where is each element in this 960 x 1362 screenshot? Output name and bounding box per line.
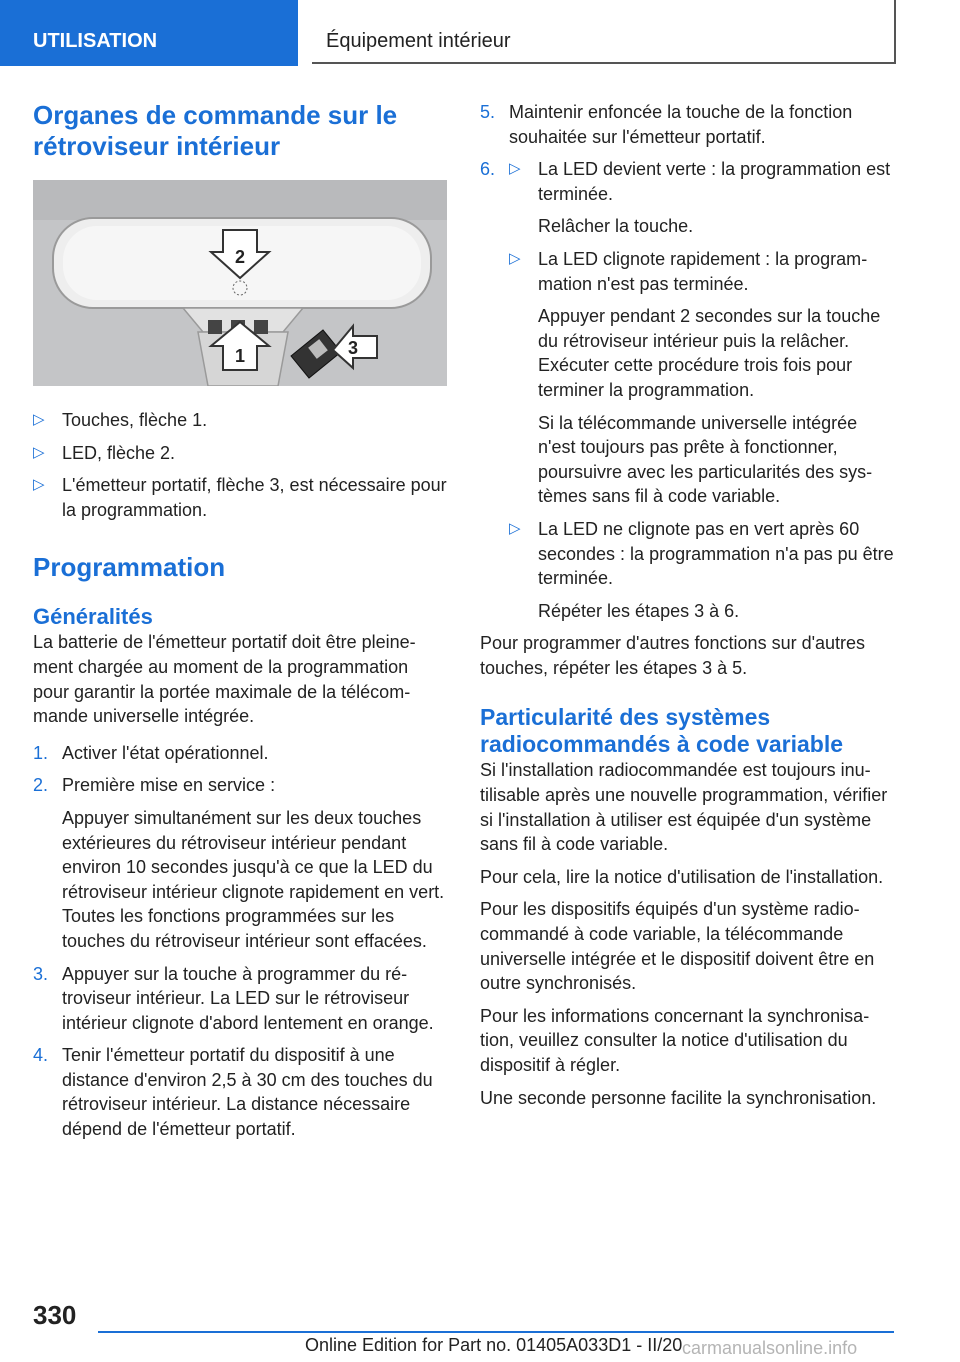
step-detail: Appuyer simultanément sur les deux touches extérieures du rétroviseur intérieur pendant environ 10 secondes jusqu'à ce que la LED du rétroviseur intérieur clignote rapidement en vert. Toutes les fonctions programmées sur les touches du rétroviseur intérieur sont effacées. — [62, 807, 445, 951]
triangle-icon: ▷ — [33, 411, 45, 428]
callout-1: 1 — [234, 346, 246, 366]
step-detail: Si la télécommande universelle intégrée n'est toujours pas prête à fonctionner, poursuivre avec les particularités des systèmes sans fil à code variable. — [538, 412, 873, 507]
paragraph: Si l'installation radiocommandée est toujours inutilisable après une nouvelle programmation, vérifier si l'installation à utiliser est équipée d'un système sans fil à code variable. — [480, 760, 888, 855]
edition-text: Online Edition for Part no. 01405A033D1 - II/20 — [305, 1335, 683, 1355]
heading-generalites: Généralités — [33, 604, 153, 630]
mirror-illustration — [33, 180, 447, 386]
mirror-drawing — [33, 180, 447, 386]
list-item: ▷ Touches, flèche 1. — [33, 408, 447, 433]
after-paragraph: Pour programmer d'autres fonctions sur d'autres touches, répéter les étapes 3 à 5. — [480, 633, 866, 678]
step-item: 3. Appuyer sur la touche à programmer du rétroviseur intérieur. La LED sur le rétroviseur intérieur clignote d'abord lentement en orange. — [33, 963, 434, 1033]
page-header — [0, 0, 960, 66]
list-item: ▷ LED, flèche 2. — [33, 441, 447, 466]
triangle-icon: ▷ — [33, 476, 45, 494]
left-column — [33, 100, 447, 1150]
paragraph: Une seconde personne facilite la synchronisation. — [480, 1087, 877, 1108]
step-item: 5. Maintenir enfoncée la touche de la fonction souhaitée sur l'émetteur portatif. — [480, 102, 853, 147]
paragraph: Pour les informations concernant la synchronisation, veuillez consulter la notice d'utilisation du dispositif à régler. — [480, 1005, 870, 1075]
triangle-icon: ▷ — [509, 249, 521, 267]
step-detail: Appuyer pendant 2 secondes sur la touche du rétroviseur intérieur puis la relâcher. Exécuter cette procédure trois fois pour terminer la programmation. — [538, 306, 881, 400]
step-item: 1. Activer l'état opérationnel. — [33, 742, 269, 763]
step-item: 6. ▷ La LED devient verte : la programmation est terminée. — [480, 159, 891, 204]
sub-item: ▷ La LED ne clignote pas en vert après 60 secondes : la programmation n'a pas pu être terminée. — [509, 518, 894, 589]
triangle-icon: ▷ — [509, 519, 521, 537]
footer-divider — [98, 1331, 894, 1333]
sub-item: ▷ La LED clignote rapidement : la programmation n'est pas terminée. — [509, 248, 868, 294]
step-detail: Relâcher la touche. — [538, 216, 694, 237]
right-column — [480, 100, 894, 1110]
paragraph: Pour cela, lire la notice d'utilisation de l'installation. — [480, 866, 884, 887]
paragraph: Pour les dispositifs équipés d'un système radiocommandé à code variable, la télécommande universelle intégrée et le dispositif doivent être en outre synchronisés. — [480, 899, 875, 994]
section-title: Organes de commande sur le rétroviseur intérieur — [33, 100, 398, 161]
heading-particularite: Particularité des systèmes radiocommandés à code variable — [480, 704, 844, 758]
triangle-icon: ▷ — [33, 443, 45, 461]
watermark: carmanualsonline.info — [682, 1338, 858, 1358]
section-tab[interactable]: UTILISATION — [0, 0, 298, 66]
step-detail: Répéter les étapes 3 à 6. — [538, 600, 740, 621]
step-item: 4. Tenir l'émetteur portatif du dispositif à une distance d'environ 2,5 à 30 cm des touches du rétroviseur intérieur. La distance nécessaire dépend de l'émetteur portatif. — [33, 1045, 433, 1140]
chapter-tab[interactable]: Équipement intérieur — [312, 0, 896, 64]
heading-programmation: Programmation — [33, 552, 226, 583]
list-item: ▷ L'émetteur portatif, flèche 3, est nécessaire pour la programmation. — [33, 475, 447, 520]
intro-paragraph: La batterie de l'émetteur portatif doit être pleinement chargée au moment de la programmation pour garantir la portée maximale de la télécommande universelle intégrée. — [33, 632, 416, 727]
callout-2: 2 — [234, 247, 246, 267]
callout-3: 3 — [347, 338, 359, 358]
page-number: 330 — [33, 1300, 77, 1330]
triangle-icon: ▷ — [509, 160, 521, 178]
step-item: 2. Première mise en service : — [33, 775, 276, 796]
